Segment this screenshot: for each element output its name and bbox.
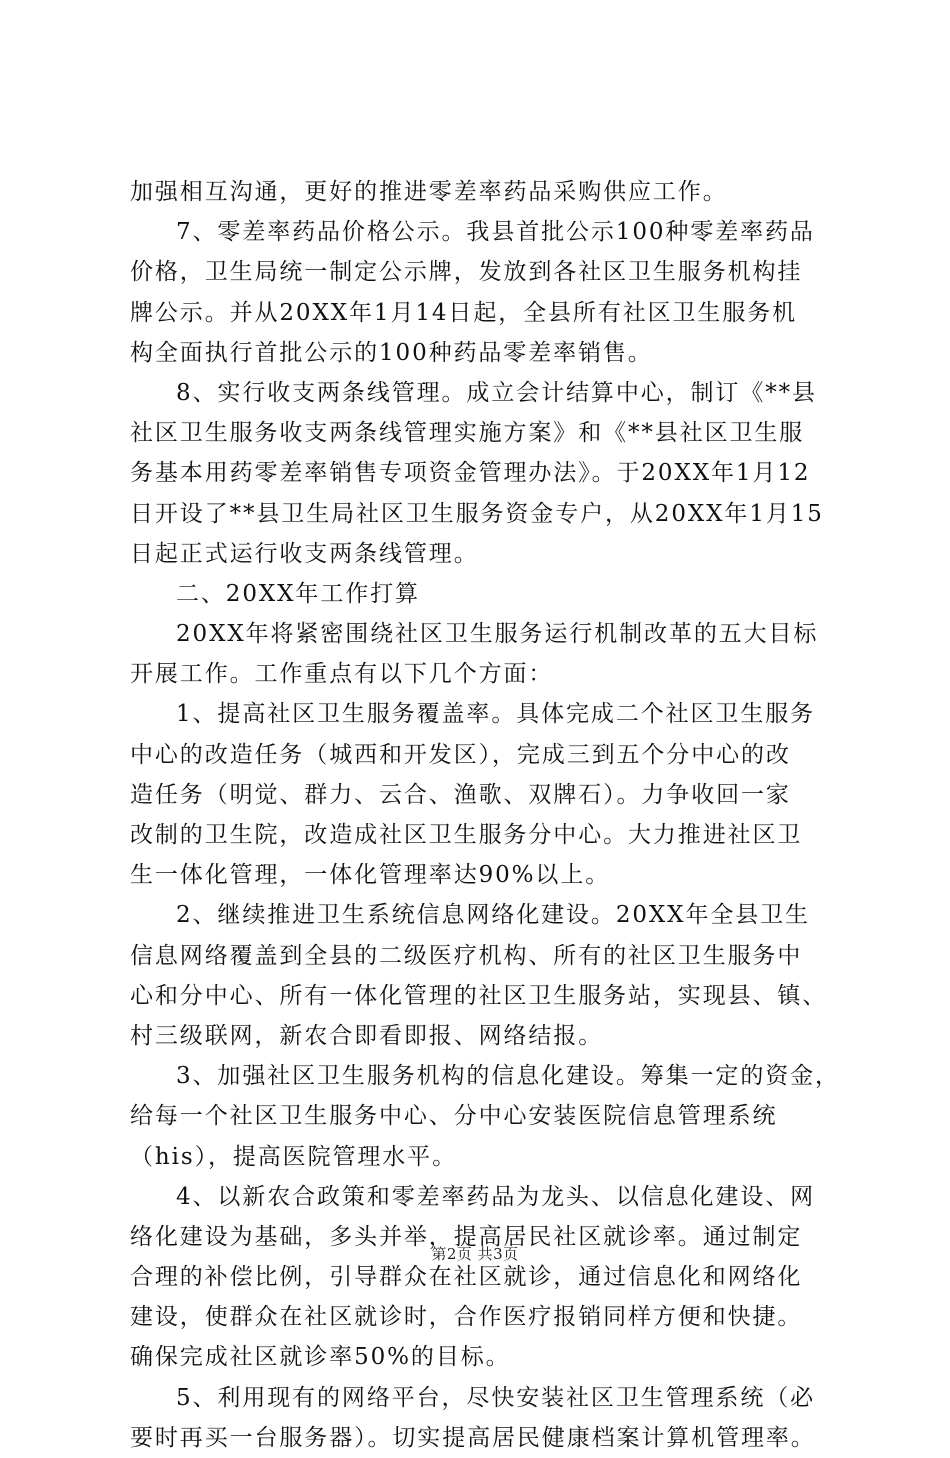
text-line: 二、20XX年工作打算	[176, 580, 420, 607]
text-line: 20XX年将紧密围绕社区卫生服务运行机制改革的五大目标	[176, 621, 819, 648]
text-line: 确保完成社区就诊率50%的目标。	[130, 1344, 511, 1371]
text-line: 社区卫生服务收支两条线管理实施方案》和《**县社区卫生服	[130, 420, 805, 447]
text-line: 构全面执行首批公示的100种药品零差率销售。	[130, 339, 653, 366]
text-line: 日开设了**县卫生局社区卫生服务资金专户，从20XX年1月15	[130, 500, 824, 527]
text-line: 4、以新农合政策和零差率药品为龙头、以信息化建设、网	[176, 1183, 816, 1210]
text-line: 要时再买一台服务器）。切实提高居民健康档案计算机管理率。	[130, 1424, 816, 1451]
text-line: 给每一个社区卫生服务中心、分中心安装医院信息管理系统	[130, 1103, 778, 1130]
text-line: 生一体化管理，一体化管理率达90%以上。	[130, 862, 611, 889]
text-line: 开展工作。工作重点有以下几个方面：	[130, 661, 554, 688]
text-line: 心和分中心、所有一体化管理的社区卫生服务站，实现县、镇、	[130, 982, 828, 1009]
text-line: 合理的补偿比例，引导群众在社区就诊，通过信息化和网络化	[130, 1264, 803, 1291]
text-line: 7、零差率药品价格公示。我县首批公示100种零差率药品	[176, 219, 815, 246]
text-line: 村三级联网，新农合即看即报、网络结报。	[130, 1022, 604, 1049]
text-line: 价格，卫生局统一制定公示牌，发放到各社区卫生服务机构挂	[130, 259, 803, 286]
text-line: 日起正式运行收支两条线管理。	[130, 540, 479, 567]
text-line: 1、提高社区卫生服务覆盖率。具体完成二个社区卫生服务	[176, 701, 816, 728]
text-line: 造任务（明觉、群力、云合、渔歌、双牌石）。力争收回一家	[130, 781, 791, 808]
text-line: 3、加强社区卫生服务机构的信息化建设。筹集一定的资金，	[176, 1063, 840, 1090]
text-line: 改制的卫生院，改造成社区卫生服务分中心。大力推进社区卫	[130, 822, 803, 848]
text-line: 信息网络覆盖到全县的二级医疗机构、所有的社区卫生服务中	[130, 942, 803, 969]
text-line: 建设，使群众在社区就诊时，合作医疗报销同样方便和快捷。	[130, 1304, 803, 1331]
text-line: 络化建设为基础，多头并举，提高居民社区就诊率。通过制定	[130, 1223, 803, 1250]
text-line: （his），提高医院管理水平。	[130, 1143, 457, 1170]
text-line: 5、利用现有的网络平台，尽快安装社区卫生管理系统（必	[176, 1384, 816, 1411]
text-line: 牌公示。并从20XX年1月14日起，全县所有社区卫生服务机	[130, 299, 798, 326]
document-body	[130, 172, 842, 1458]
text-line: 加强相互沟通，更好的推进零差率药品采购供应工作。	[130, 179, 728, 205]
text-line: 中心的改造任务（城西和开发区），完成三到五个分中心的改	[130, 741, 791, 768]
text-line: 8、实行收支两条线管理。成立会计结算中心，制订《**县	[176, 379, 817, 406]
page-footer: 第2页 共3页	[431, 1245, 519, 1263]
text-line: 2、继续推进卫生系统信息网络化建设。20XX年全县卫生	[176, 902, 810, 929]
text-line: 务基本用药零差率销售专项资金管理办法》。于20XX年1月12	[130, 460, 811, 487]
